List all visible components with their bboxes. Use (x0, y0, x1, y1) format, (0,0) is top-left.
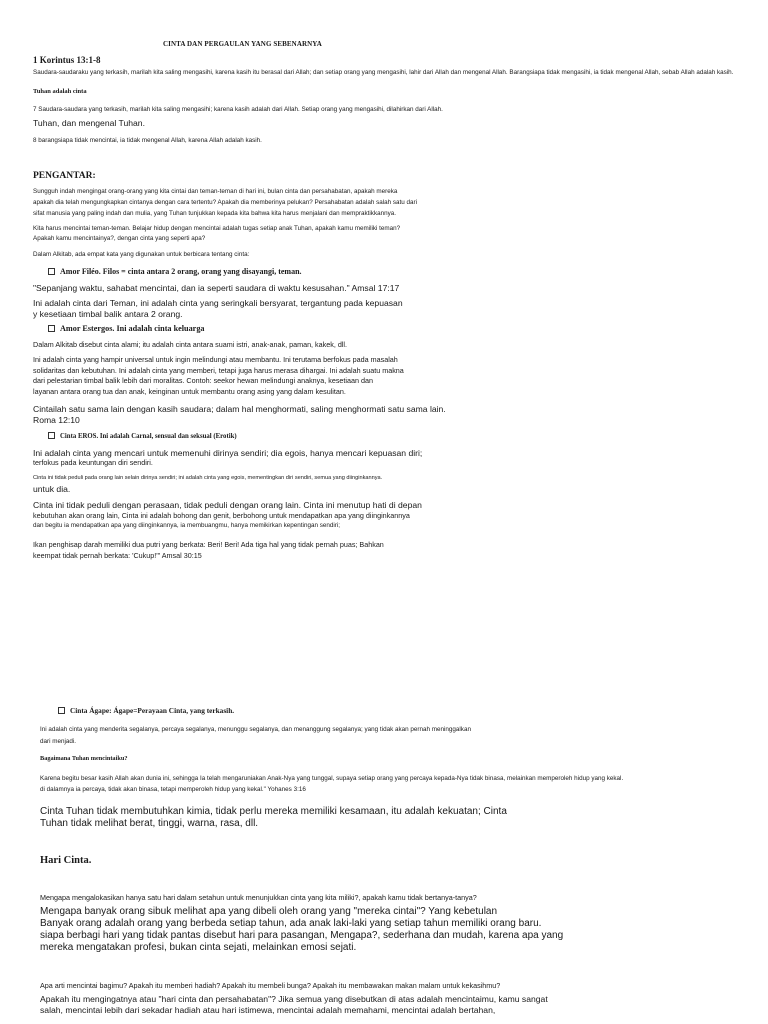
agape-heading: Cinta Ágape: Ágape=Perayaan Cinta, yang terkasih. (70, 706, 235, 715)
pengantar-line: Sungguh indah mengingat orang-orang yang kita cintai dan teman-teman di hari ini, bulan cinta dan persahabatan, apakah mereka (33, 188, 398, 195)
estergos-verse (33, 404, 446, 425)
estergos-description-line: Ini adalah cinta yang hampir universal untuk ingin melindungi atau membantu. Ini terutama berfokus pada masalah (33, 355, 398, 364)
eros-description-2-line: kebutuhan akan orang lain, Cinta ini adalah bohong dan genit, berbohong untuk mendapatkan apa yang diinginkannya (33, 511, 410, 520)
god-love-line: Cinta Tuhan tidak membutuhkan kimia, tidak perlu mereka memiliki kesamaan, itu adalah kekuatan; Cinta (40, 806, 507, 817)
hari-body (40, 906, 563, 954)
document-title: CINTA DAN PERGAULAN YANG SEBENARNYA (163, 40, 322, 48)
eros-description-2-line: Cinta ini tidak peduli dengan perasaan, tidak peduli dengan orang lain. Cinta ini menutup hati di depan (33, 500, 422, 510)
pengantar-heading: PENGANTAR: (33, 171, 96, 181)
eros-heading-row (48, 432, 237, 440)
fileo-description (33, 298, 403, 320)
fileo-quote: "Sepanjang waktu, sahabat mencintai, dan ia seperti saudara di waktu kesusahan." Amsal 17:17 (33, 283, 400, 293)
eros-heading: Cinta EROS. Ini adalah Carnal, sensual dan seksual (Erotik) (60, 433, 237, 440)
hari-body-line: Banyak orang adalah orang yang berbeda setiap tahun, ada anak laki-laki yang setiap tahun memiliki orang baru. (40, 918, 542, 929)
estergos-verse-line: Roma 12:10 (33, 414, 80, 425)
love-friends-paragraph (33, 224, 400, 244)
john-verse (40, 773, 623, 795)
hari-body-line: Mengapa banyak orang sibuk melihat apa yang dibeli oleh orang yang "mereka cintai"? Yang kebetulan (40, 906, 498, 917)
agape-heading-row (58, 706, 234, 715)
eros-description-2 (33, 500, 422, 530)
fileo-heading-row (48, 267, 302, 276)
agape-description (40, 724, 471, 748)
estergos-description (33, 355, 404, 397)
checkbox-bullet-icon (48, 268, 55, 275)
hari-body-line: mereka mengatakan profesi, bukan cinta sejati, melainkan emosi sejati. (40, 942, 357, 953)
god-love-line: Tuhan tidak melihat berat, tinggi, warna, rasa, dll. (40, 818, 259, 829)
eros-description-2-line: dan begitu ia mendapatkan apa yang diinginkannya, ia membuangmu, hanya memikirkan kepentingan sendiri; (33, 522, 340, 529)
pengantar-line: sifat manusia yang paling indah dan mulia, yang Tuhan tunjukkan kepada kita bahwa kita harus menjalani dan mempraktikkannya. (33, 210, 396, 217)
hari-body-2 (40, 994, 548, 1016)
god-love-paragraph (40, 806, 507, 830)
verse-7-continued: Tuhan, dan mengenal Tuhan. (33, 118, 145, 128)
estergos-description-line: solidaritas dan kebutuhan. Ini adalah cinta yang memberi, tetapi juga harus merasa dihargai. Ini adalah suatu makna (33, 365, 404, 375)
hari-question-1: Mengapa mengalokasikan hanya satu hari dalam setahun untuk menunjukkan cinta yang kita miliki?, apakah kamu tidak bertanya-tanya? (40, 893, 477, 902)
intro-verse: Saudara-saudaraku yang terkasih, marilah kita saling mengasihi, karena kasih itu berasal dari Allah; dan setiap orang yang mengasihi, lahir dari Allah dan mengenal Allah. Barangsiapa tidak mengasihi, ia tidak mengenal Allah, sebab Allah adalah kasih. (33, 69, 734, 76)
subheading-tuhan-cinta: Tuhan adalah cinta (33, 88, 87, 95)
eros-small-note (33, 474, 382, 495)
agape-description-line: Ini adalah cinta yang menderita segalanya, percaya segalanya, menunggu segalanya, dan menanggung segalanya; yang tidak akan pernah meninggalkan (40, 726, 471, 733)
checkbox-bullet-icon (58, 707, 65, 714)
eros-description-line: Ini adalah cinta yang mencari untuk memenuhi dirinya sendiri; dia egois, hanya mencari kepuasan diri; (33, 448, 423, 458)
verse-7: 7 Saudara-saudara yang terkasih, marilah kita saling mengasihi; karena kasih adalah dari Allah. Setiap orang yang mengasihi, dilahirkan dari Allah. (33, 106, 443, 113)
eros-small-line: Cinta ini tidak peduli pada orang lain selain dirinya sendiri; ini adalah cinta yang egois, mementingkan diri sendiri, semua yang diinginkannya. (33, 475, 383, 481)
agape-description-line: dari menjadi. (40, 738, 77, 745)
verse-8: 8 barangsiapa tidak mencintai, ia tidak mengenal Allah, karena Allah adalah kasih. (33, 137, 262, 144)
pengantar-paragraph (33, 186, 417, 219)
hari-body-2-line: Apakah itu mengingatnya atau "hari cinta dan persahabatan"? Jika semua yang disebutkan di atas adalah mencintaimu, kamu sangat (40, 994, 548, 1004)
hari-cinta-heading: Hari Cinta. (40, 855, 92, 866)
checkbox-bullet-icon (48, 432, 55, 439)
eros-proverb (33, 540, 384, 561)
hari-body-2-line: salah, mencintai lebih dari sekadar hadiah atau hari istimewa, mencintai adalah memahami, mencintai adalah bertahan, (40, 1005, 496, 1015)
fileo-heading: Amor Filéo. Filos = cinta antara 2 orang, orang yang disayangi, teman. (60, 267, 302, 276)
john-verse-line: di dalamnya ia percaya, tidak akan binasa, tetapi memperoleh hidup yang kekal." Yohanes 3:16 (40, 786, 306, 793)
estergos-heading-row (48, 324, 205, 333)
estergos-intro: Dalam Alkitab disebut cinta alami; itu adalah cinta antara suami istri, anak-anak, paman, kakek, dll. (33, 340, 348, 349)
eros-proverb-line: keempat tidak pernah berkata: 'Cukup!'" Amsal 30:15 (33, 550, 202, 560)
eros-description-line: terfokus pada keuntungan diri sendiri. (33, 458, 153, 467)
estergos-description-line: dari pelestarian timbal balik lebih dari moralitas. Contoh: seekor hewan melindungi anaknya, kesetiaan dan (33, 376, 374, 385)
eros-small-line: untuk dia. (33, 484, 71, 494)
estergos-heading: Amor Estergos. Ini adalah cinta keluarga (60, 324, 205, 333)
estergos-description-line: layanan antara orang tua dan anak, keinginan untuk membantu orang asing yang dalam kesulitan. (33, 386, 346, 396)
checkbox-bullet-icon (48, 325, 55, 332)
fileo-description-line: Ini adalah cinta dari Teman, ini adalah cinta yang seringkali bersyarat, tergantung pada kepuasan (33, 298, 403, 308)
eros-proverb-line: Ikan penghisap darah memiliki dua putri yang berkata: Beri! Beri! Ada tiga hal yang tidak pernah puas; Bahkan (33, 540, 384, 549)
pengantar-line: apakah dia telah mengungkapkan cintanya dengan cara tertentu? Apakah dia memberinya pelukan? Persahabatan adalah salah satu dari (33, 199, 418, 206)
eros-description (33, 448, 422, 468)
estergos-verse-line: Cintailah satu sama lain dengan kasih saudara; dalam hal menghormati, saling menghormati satu sama lain. (33, 404, 446, 414)
how-god-loves-heading: Bagaimana Tuhan mencintaiku? (40, 755, 128, 762)
john-verse-line: Karena begitu besar kasih Allah akan dunia ini, sehingga Ia telah mengaruniakan Anak-Nya yang tunggal, supaya setiap orang yang percaya kepada-Nya tidak binasa, melainkan memperoleh hidup yang kekal. (40, 775, 624, 782)
fileo-description-line: y kesetiaan timbal balik antara 2 orang. (33, 309, 183, 319)
bible-words-line: Dalam Alkitab, ada empat kata yang digunakan untuk berbicara tentang cinta: (33, 251, 250, 258)
love-friends-line: Apakah kamu mencintainya?, dengan cinta yang seperti apa? (33, 235, 206, 242)
love-friends-line: Kita harus mencintai teman-teman. Belajar hidup dengan mencintai adalah tugas setiap anak Tuhan, apakah kamu memiliki teman? (33, 225, 401, 232)
hari-body-line: siapa berbagi hari yang tidak pantas disebut hari para pasangan, Mengapa?, sederhana dan mudah, karena apa yang (40, 930, 564, 941)
hari-question-2: Apa arti mencintai bagimu? Apakah itu memberi hadiah? Apakah itu membeli bunga? Apakah itu membawakan makan malam untuk kekasihmu? (40, 981, 501, 990)
scripture-reference: 1 Korintus 13:1-8 (33, 55, 101, 65)
